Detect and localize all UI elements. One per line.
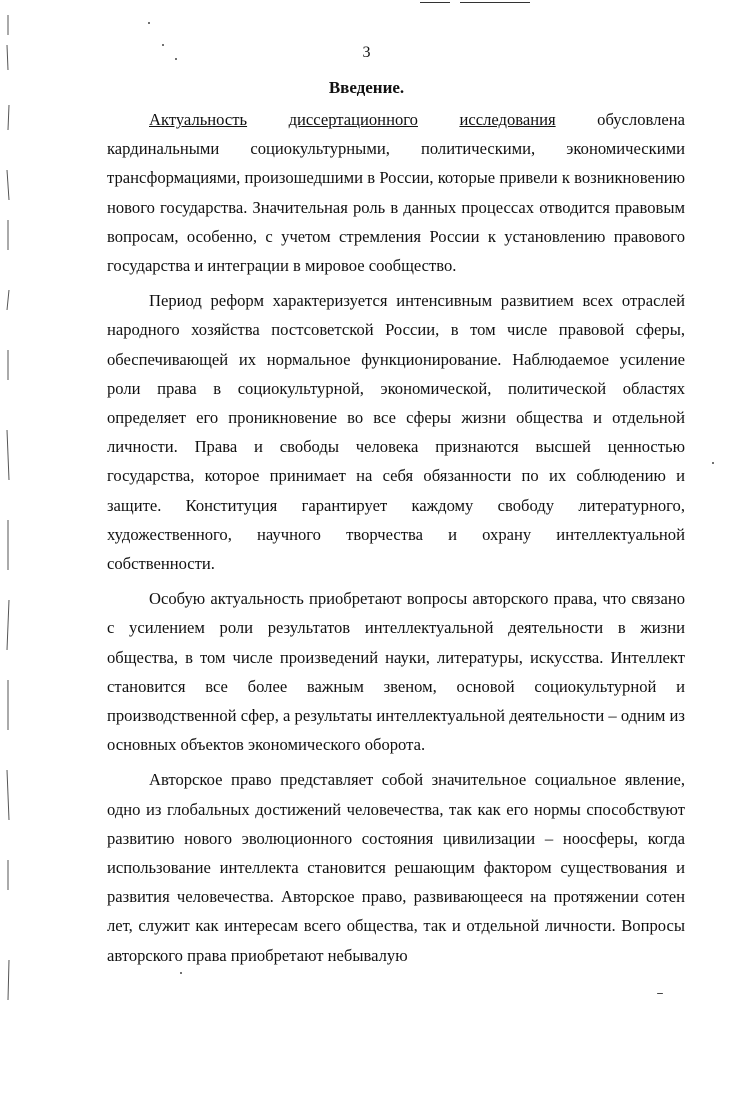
underlined-word: исследования bbox=[459, 110, 556, 129]
paragraph: Авторское право представляет собой значительное социальное явление, одно из глобальных достижений человечества, так как его нормы способствуют развитию нового эволюционного состояния цивилизации – ноосферы, когда использование интеллекта становится решающим фактором существования и развития человечества. Авторское право, развивающееся на протяжении сотен лет, служит как интересам всего общества, так и отдельной личности. Вопросы авторского права приобретают небывалую bbox=[107, 770, 685, 965]
paragraph: Период реформ характеризуется интенсивным развитием всех отраслей народного хозяйства постсоветской России, в том числе правовой сферы, обеспечивающей их нормальное функционирование. Наблюдаемое усиление роли права в социокультурной, экономической, политической областях определяет его проникновение во все сферы жизни общества и отдельной личности. Права и свободы человека признаются высшей ценностью государства, которое принимает на себя обязанности по их соблюдению и защите. Конституция гарантирует каждому свободу литературного, художественного, научного творчества и охрану интеллектуальной собственности. bbox=[107, 291, 685, 574]
underlined-word: диссертационного bbox=[288, 110, 418, 129]
paragraph: Особую актуальность приобретают вопросы авторского права, что связано с усилением роли результатов интеллектуальной деятельности в жизни общества, в том числе произведений науки, литературы, искусства. Интеллект становится все более важным звеном, основой социокультурной и производственной сфер, а результаты интеллектуальной деятельности – одним из основных объектов экономического оборота. bbox=[107, 589, 685, 755]
scan-speck bbox=[712, 462, 714, 464]
paragraph-intro bbox=[107, 105, 685, 280]
underlined-word: Актуальность bbox=[149, 110, 248, 129]
body-text bbox=[107, 105, 685, 976]
page-number: 3 bbox=[362, 44, 371, 61]
section-heading: Введение. bbox=[328, 78, 405, 97]
scan-edge-marks bbox=[3, 10, 13, 1010]
scan-speck bbox=[148, 22, 150, 24]
scan-speck bbox=[657, 993, 663, 994]
paragraph-text: обусловлена кардинальными социокультурными, политическими, экономическими трансформациями, произошедшими в России, которые привели к возникновению нового государства. Значительная роль в данных процессах отводится правовым вопросам, особенно, с учетом стремления России к установлению правового государства и интеграции в мировое сообщество. bbox=[107, 110, 685, 276]
scan-line bbox=[420, 2, 450, 3]
scan-line bbox=[460, 2, 530, 3]
